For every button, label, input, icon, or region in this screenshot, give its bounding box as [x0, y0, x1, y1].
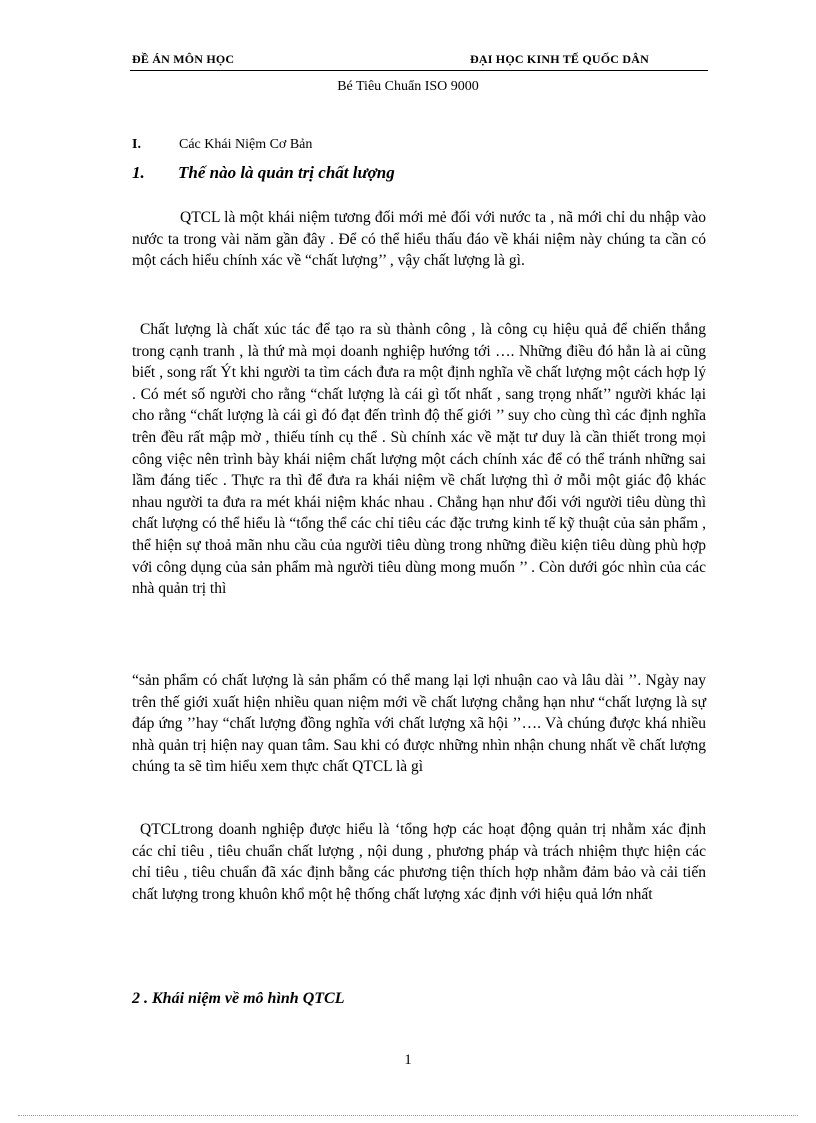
paragraph-3: “sản phẩm có chất lượng là sản phẩm có thể mang lại lợi nhuận cao và lâu dài ’’. Ngày nay trên thế giới xuất hiện nhiều quan niệm mới về chất lượng chẳng hạn như “chất lượng là sự đáp ứng ’’hay “chất lượng đồng nghĩa với chất lượng xã hội ’’…. Và chúng được khá nhiều nhà quản trị hiện nay quan tâm. Sau khi có được những nhìn nhận chung nhất về chất lượng chúng ta sẽ tìm hiểu xem thực chất QTCL là gì [132, 672, 706, 776]
paragraph-4: QTCLtrong doanh nghiệp được hiểu là ‘tổng hợp các hoạt động quản trị nhằm xác định các chỉ tiêu , tiêu chuẩn chất lượng , nội dung , phương pháp và trách nhiệm thực hiện các chỉ tiêu , tiêu chuẩn đã xác định bằng các phương tiện thích hợp nhằm đảm bảo và cải tiến chất lượng trong khuôn khổ một hệ thống chất lượng xác định với hiệu quả lớn nhất [132, 821, 706, 903]
section-heading [132, 137, 532, 157]
section-title: Các Khái Niệm Cơ Bản [179, 137, 313, 152]
header-right: ĐẠI HỌC KINH TẾ QUỐC DÂN [470, 52, 649, 66]
header-left: ĐỀ ÁN MÔN HỌC [132, 52, 235, 66]
section-number: I. [132, 137, 141, 152]
subsection-title: Thế nào là quản trị chất lượng [178, 163, 395, 182]
subsection-number: 1. [132, 163, 145, 182]
footer-rule [18, 1115, 798, 1116]
subsection-heading-2: 2 . Khái niệm về mô hình QTCL [132, 990, 345, 1007]
paragraph-2: Chất lượng là chất xúc tác để tạo ra sù thành công , là công cụ hiệu quả để chiến thắng trong cạnh tranh , là thứ mà mọi doanh nghiệp hướng tới …. Những điều đó hẳn là ai cũng biết , song rất Ýt khi người ta tìm cách đưa ra một định nghĩa về chất lượng một cách hợp lý . Có mét số người cho rằng “chất lượng là cái gì tốt nhất , sang trọng nhất’’ người khác lại cho rằng “chất lượng là cái gì đó đạt đến trình độ thế giới ’’ suy cho cùng thì các định nghĩa trên đều rất mập mờ , thiếu tính cụ thể . Sù chính xác về mặt tư duy là cần thiết trong mọi công việc nên trình bày khái niệm chất lượng một cách chính xác để có thể tránh những sai lầm đáng tiếc . Thực ra thì để đưa ra khái niệm về chất lượng thì ở mỗi một giác độ khác nhau người ta đưa ra mét khái niệm khác nhau . Chẳng hạn như đối với người tiêu dùng thì chất lượng có thể hiểu là “tổng thể các chỉ tiêu các đặc trưng kinh tế kỹ thuật của sản phẩm , thể hiện sự thoả mãn nhu cầu của người tiêu dùng trong những điều kiện tiêu dùng phù hợp với công dụng của sản phẩm mà người tiêu dùng mong muốn ’’ . Còn dưới góc nhìn của các nhà quản trị thì [132, 321, 706, 598]
subsection-heading-1 [132, 163, 582, 187]
paragraph-1: QTCL là một khái niệm tương đối mới mẻ đối với nước ta , nã mới chỉ du nhập vào nước ta trong vài năm gần đây . Để có thể hiểu thấu đáo về khái niệm này chúng ta cần có một cách hiểu chính xác về “chất lượng’’ , vậy chất lượng là gì. [132, 209, 706, 270]
page-number: 1 [404, 1052, 412, 1068]
document-title: Bé Tiêu Chuẩn ISO 9000 [337, 79, 479, 94]
header-rule [130, 70, 708, 71]
